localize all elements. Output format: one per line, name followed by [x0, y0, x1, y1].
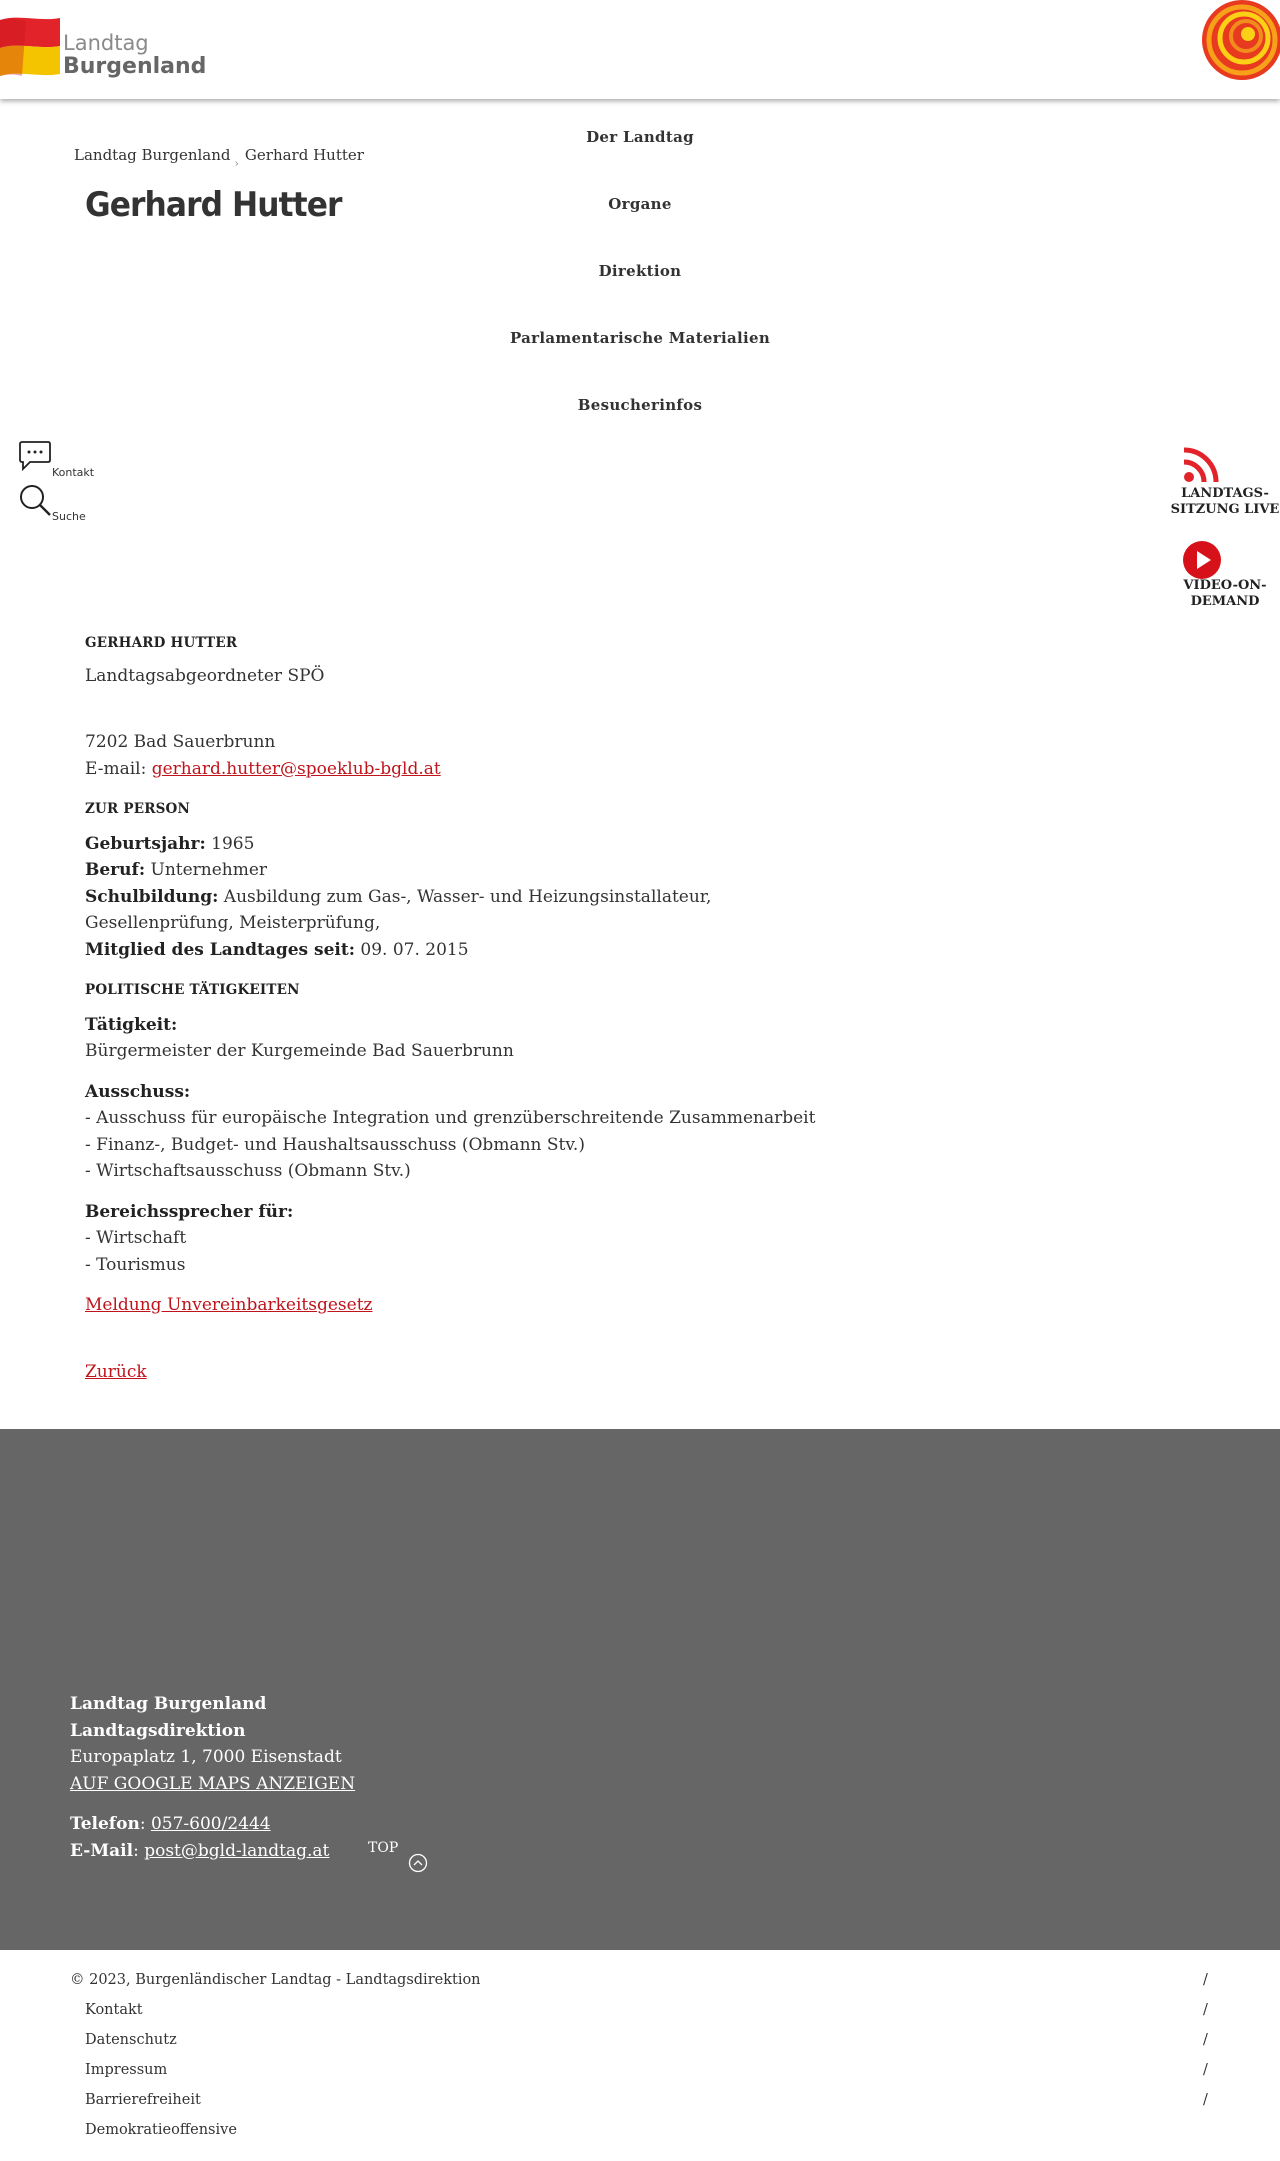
- breadcrumb-current: Gerhard Hutter: [244, 146, 364, 164]
- footer-org: Landtag Burgenland: [70, 1694, 267, 1714]
- sitzung-label-line2: SITZUNG LIVE: [1170, 502, 1280, 517]
- person-content: [85, 630, 905, 1385]
- main-nav: [440, 128, 840, 463]
- burgenland-sun-icon: [1198, 0, 1280, 82]
- nav-item-direktion[interactable]: Direktion: [598, 262, 682, 280]
- mitglied-label: Mitglied des Landtages seit:: [85, 939, 355, 960]
- nav-item-parlamentarische-materialien[interactable]: Parlamentarische Materialien: [509, 329, 771, 347]
- breadcrumb-home[interactable]: Landtag Burgenland: [74, 146, 231, 164]
- schulbildung-label: Schulbildung:: [85, 886, 219, 907]
- site-footer: [0, 1429, 1280, 1950]
- footer-link-barrierefreiheit[interactable]: Barrierefreiheit: [85, 2092, 201, 2108]
- sitzung-label-line1: LANDTAGS-: [1181, 486, 1269, 501]
- logo-line2: Burgenland: [63, 54, 207, 79]
- footer-dept: Landtagsdirektion: [70, 1720, 246, 1741]
- politische-heading: POLITISCHE TÄTIGKEITEN: [85, 982, 300, 998]
- person-address: 7202 Bad Sauerbrunn: [85, 732, 276, 752]
- bereichssprecher-label: Bereichssprecher für:: [85, 1201, 294, 1222]
- meldung-unvereinbarkeitsgesetz-link[interactable]: Meldung Unvereinbarkeitsgesetz: [85, 1295, 373, 1315]
- person-email-link[interactable]: gerhard.hutter@spoeklub-bgld.at: [151, 758, 441, 779]
- geburtsjahr-row: [85, 831, 905, 858]
- kontakt-button[interactable]: [18, 440, 108, 480]
- bottom-bar: [0, 1950, 1280, 2161]
- link-separator: /: [1203, 2092, 1208, 2108]
- rss-icon: [1182, 446, 1220, 484]
- bereichssprecher-item: - Wirtschaft: [85, 1228, 187, 1248]
- chat-bubble-icon: [18, 440, 52, 472]
- zur-person-heading: ZUR PERSON: [85, 801, 191, 817]
- nav-item-organe[interactable]: Organe: [608, 195, 672, 213]
- geburtsjahr-label: Geburtsjahr:: [85, 833, 206, 854]
- nav-item-besucherinfos[interactable]: Besucherinfos: [577, 396, 703, 414]
- video-on-demand-link[interactable]: [1170, 540, 1280, 614]
- footer-link-impressum[interactable]: Impressum: [85, 2062, 168, 2078]
- link-separator: /: [1203, 2062, 1208, 2078]
- link-separator: /: [1203, 2002, 1208, 2018]
- ausschuss-item: - Finanz-, Budget- und Haushaltsausschuss (Obmann Stv.): [85, 1134, 585, 1155]
- logo-line1: Landtag: [63, 31, 149, 55]
- person-role: Landtagsabgeordneter SPÖ: [85, 665, 325, 686]
- back-to-top-link[interactable]: TOP: [368, 1840, 399, 1856]
- landtagssitzung-live-link[interactable]: [1170, 446, 1280, 520]
- nav-item-der-landtag[interactable]: Der Landtag: [586, 128, 694, 146]
- person-email-row: [85, 756, 905, 783]
- footer-email-label: E-Mail: [70, 1840, 134, 1861]
- copyright: © 2023, Burgenländischer Landtag - Landtagsdirektion: [70, 1972, 481, 1988]
- beruf-value: Unternehmer: [150, 860, 268, 880]
- ausschuss-item: - Wirtschaftsausschuss (Obmann Stv.): [85, 1161, 411, 1181]
- link-separator: /: [1203, 2032, 1208, 2048]
- video-label-line2: DEMAND: [1190, 594, 1260, 609]
- beruf-row: [85, 857, 905, 884]
- schulbildung-value: Ausbildung zum Gas-, Wasser- und Heizungsinstallateur, Gesellenprüfung, Meisterprüfung,: [85, 886, 712, 933]
- person-heading: GERHARD HUTTER: [85, 635, 238, 651]
- mitglied-row: [85, 937, 905, 964]
- footer-email-link[interactable]: post@bgld-landtag.at: [144, 1840, 330, 1861]
- beruf-label: Beruf:: [85, 860, 146, 880]
- chevron-up-icon[interactable]: [408, 1853, 428, 1873]
- footer-link-kontakt[interactable]: Kontakt: [85, 2002, 143, 2018]
- breadcrumb: [74, 146, 364, 170]
- breadcrumb-separator: ›: [234, 157, 239, 170]
- video-label-line1: VIDEO-ON-: [1183, 578, 1267, 593]
- back-link[interactable]: Zurück: [85, 1361, 147, 1382]
- link-separator: /: [1203, 1972, 1208, 1988]
- phone-label: Telefon: [70, 1814, 140, 1834]
- play-icon: [1182, 540, 1222, 580]
- ausschuss-item: - Ausschuss für europäische Integration und grenzüberschreitende Zusammenarbeit: [85, 1108, 816, 1128]
- suche-label: Suche: [52, 510, 86, 523]
- flag-icon: [0, 16, 62, 80]
- schulbildung-row: [85, 884, 865, 937]
- phone-link[interactable]: 057-600/2444: [150, 1814, 271, 1834]
- geburtsjahr-value: 1965: [211, 833, 255, 854]
- ausschuss-label: Ausschuss:: [85, 1081, 191, 1102]
- bereichssprecher-item: - Tourismus: [85, 1254, 186, 1275]
- site-header: [0, 0, 1280, 99]
- mitglied-value: 09. 07. 2015: [360, 939, 469, 960]
- footer-address: Europaplatz 1, 7000 Eisenstadt: [70, 1747, 342, 1767]
- email-label: E-mail:: [85, 758, 147, 779]
- page-title: Gerhard Hutter: [85, 185, 342, 225]
- google-maps-link[interactable]: AUF GOOGLE MAPS ANZEIGEN: [70, 1773, 356, 1794]
- kontakt-label: Kontakt: [52, 466, 95, 479]
- footer-contact: Landtag Burgenland Landtagsdirektion Europaplatz 1, 7000 Eisenstadt AUF GOOGLE MAPS ANZEIGEN Telefon: 057-600/2444 E-Mail: post@bgld-landtag.at: [70, 1691, 355, 1864]
- search-icon: [18, 484, 52, 518]
- footer-link-datenschutz[interactable]: Datenschutz: [85, 2032, 177, 2048]
- suche-button[interactable]: [18, 484, 108, 524]
- site-logo[interactable]: [0, 16, 207, 86]
- taetigkeit-label: Tätigkeit:: [85, 1014, 178, 1035]
- footer-link-demokratieoffensive[interactable]: Demokratieoffensive: [85, 2122, 237, 2138]
- taetigkeit-value: Bürgermeister der Kurgemeinde Bad Sauerbrunn: [85, 1041, 514, 1061]
